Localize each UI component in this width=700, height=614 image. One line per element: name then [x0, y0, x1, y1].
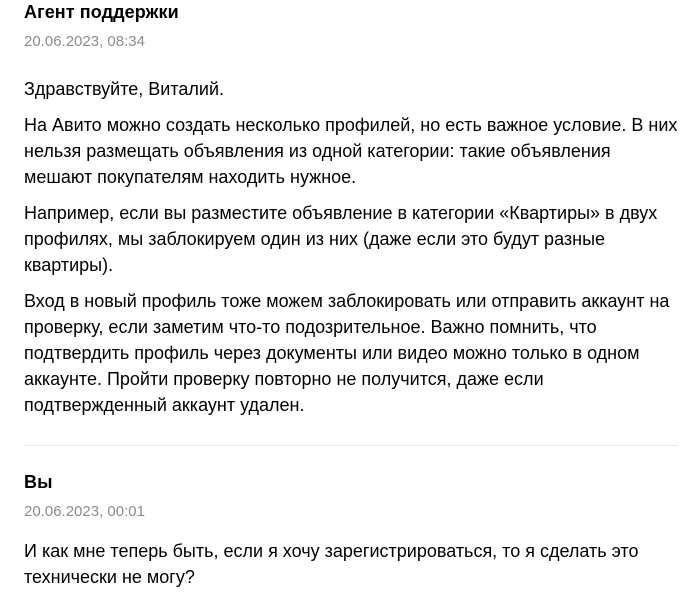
message-paragraph: Например, если вы разместите объявление в категории «Квартиры» в двух профилях, мы заблокируем один из них (даже если это будут разные квартиры). — [24, 203, 658, 275]
message-paragraph: И как мне теперь быть, если я хочу зарегистрироваться, то я сделать это технически не могу? — [24, 541, 639, 587]
message-author: Агент поддержки — [24, 2, 179, 22]
message-divider — [24, 445, 678, 446]
support-agent-message — [24, 0, 678, 418]
message-paragraph: На Авито можно создать несколько профилей, но есть важное условие. В них нельзя размещать объявления из одной категории: такие объявления мешают покупателям находить нужное. — [24, 115, 678, 187]
user-message — [24, 470, 678, 590]
message-paragraph: Вход в новый профиль тоже можем заблокировать или отправить аккаунт на проверку, если заметим что-то подозрительное. Важно помнить, что подтвердить профиль через документы или видео можно только в одном аккаунте. Пройти проверку повторно не получится, даже если подтвержденный аккаунт удален. — [24, 291, 670, 415]
message-timestamp: 20.06.2023, 00:01 — [24, 503, 145, 520]
message-author: Вы — [24, 472, 53, 492]
message-body — [24, 538, 678, 590]
message-body — [24, 76, 678, 418]
message-paragraph: Здравствуйте, Виталий. — [24, 79, 225, 99]
message-timestamp: 20.06.2023, 08:34 — [24, 33, 145, 50]
